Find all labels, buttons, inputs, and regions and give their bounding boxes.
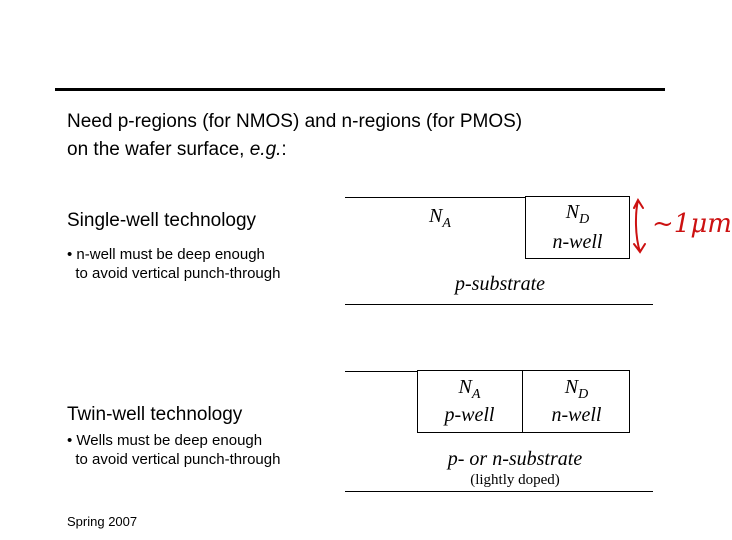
single-well-n-well-label: n-well	[552, 231, 603, 253]
intro-eg: e.g.	[249, 139, 282, 160]
single-well-nd-sub: D	[579, 212, 590, 227]
single-well-nd-label	[525, 201, 630, 231]
single-well-bullet-line-1: • n-well must be deep enough	[67, 246, 265, 263]
twin-well-bullet	[67, 431, 280, 469]
twin-well-heading: Twin-well technology	[67, 404, 243, 425]
single-well-bottom-line	[345, 304, 653, 305]
single-well-bullet	[67, 245, 280, 283]
intro-line-2	[67, 136, 522, 164]
twin-well-na-label	[417, 376, 522, 406]
twin-well-n-well-label: n-well	[551, 404, 602, 426]
intro-line-1: Need p-regions (for NMOS) and n-regions (for PMOS)	[67, 111, 523, 132]
footer-date: Spring 2007	[67, 514, 138, 529]
intro-line-2-suffix: :	[281, 139, 287, 160]
single-well-na-sub: A	[442, 216, 451, 231]
title-rule	[55, 88, 665, 91]
intro-line-2-prefix: on the wafer surface,	[67, 139, 250, 160]
single-well-na-main: N	[429, 205, 443, 227]
twin-well-nd-label	[523, 376, 630, 406]
twin-well-bullet-line-1: • Wells must be deep enough	[67, 432, 263, 449]
single-well-nd-main: N	[565, 201, 580, 223]
handwritten-depth-label: ~1μm	[652, 209, 732, 239]
single-well-na-label	[400, 205, 480, 235]
single-well-bullet-line-2: to avoid vertical punch-through	[67, 265, 281, 282]
twin-well-p-well-label: p-well	[444, 404, 495, 426]
twin-well-bottom-line	[345, 491, 653, 492]
single-well-substrate-label: p-substrate	[455, 273, 545, 295]
twin-well-nd-sub: D	[578, 387, 589, 402]
twin-well-surface-line	[345, 371, 417, 372]
single-well-heading: Single-well technology	[67, 210, 257, 231]
twin-well-nd-main: N	[564, 376, 579, 398]
twin-well-bullet-line-2: to avoid vertical punch-through	[67, 451, 281, 468]
intro-text	[67, 108, 522, 164]
twin-well-substrate-label: p- or n-substrate	[447, 448, 583, 470]
twin-well-na-main: N	[458, 376, 472, 398]
twin-well-substrate-note: (lightly doped)	[470, 472, 560, 488]
single-well-surface-line	[345, 197, 525, 198]
twin-well-na-sub: A	[471, 387, 481, 402]
